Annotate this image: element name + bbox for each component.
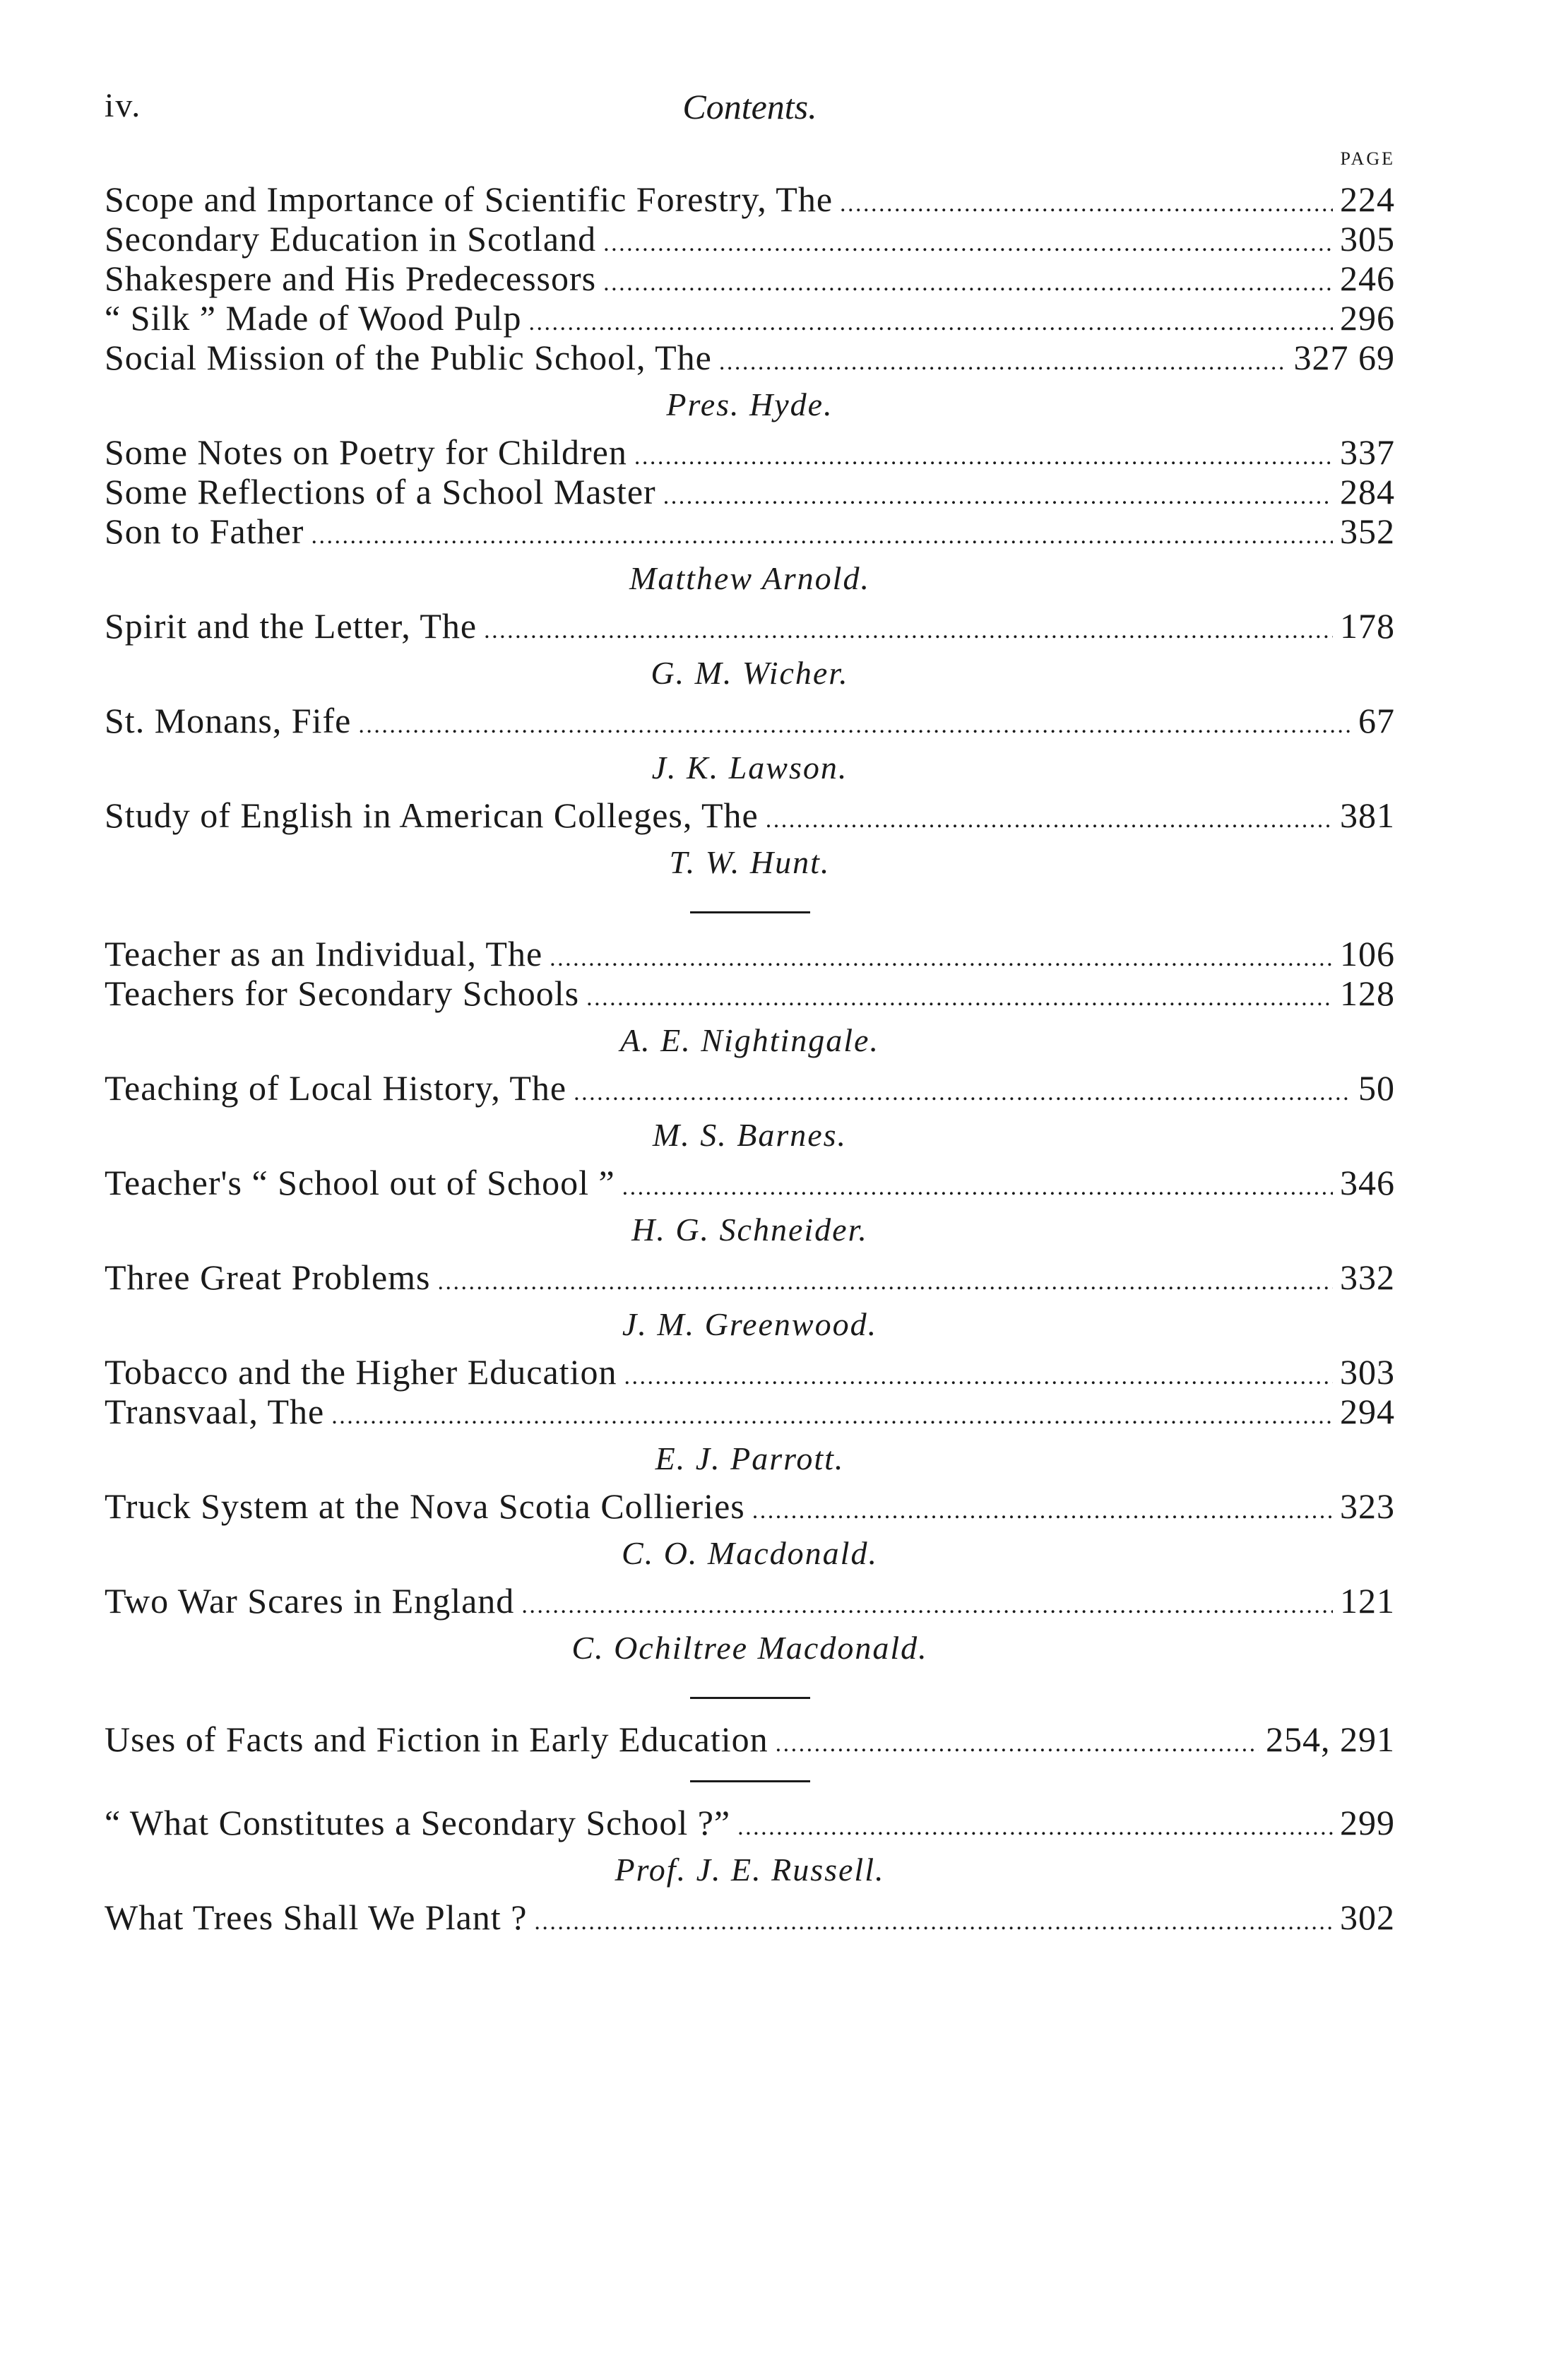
running-title: Contents. xyxy=(682,87,817,126)
dot-leader xyxy=(534,1902,1333,1942)
entry-pages: 106 xyxy=(1340,934,1395,973)
divider-rule xyxy=(690,1697,810,1699)
section-divider xyxy=(105,1676,1395,1719)
dot-leader xyxy=(484,611,1333,651)
toc-entry xyxy=(105,179,1395,219)
divider-rule xyxy=(690,1780,810,1782)
dot-leader xyxy=(840,184,1333,224)
author-line: G. M. Wicher. xyxy=(651,655,849,691)
entry-title: Study of English in American Colleges, The xyxy=(105,795,759,835)
page-header xyxy=(105,86,1395,169)
entry-title: Truck System at the Nova Scotia Collieries xyxy=(105,1486,745,1526)
dot-leader xyxy=(634,437,1333,477)
author-line: C. Ochiltree Macdonald. xyxy=(571,1630,928,1666)
author-line: E. J. Parrott. xyxy=(655,1440,845,1476)
entry-pages: 299 xyxy=(1340,1803,1395,1842)
dot-leader xyxy=(603,264,1333,303)
entry-pages: 284 xyxy=(1340,472,1395,511)
dot-leader xyxy=(737,1808,1333,1847)
toc-entry xyxy=(105,795,1395,835)
entry-title: Transvaal, The xyxy=(105,1392,325,1431)
entry-title: Teachers for Secondary Schools xyxy=(105,973,580,1013)
toc-entry xyxy=(105,1486,1395,1526)
dot-leader xyxy=(752,1491,1333,1531)
entry-pages: 352 xyxy=(1340,511,1395,551)
entry-pages: 381 xyxy=(1340,795,1395,835)
author-line: M. S. Barnes. xyxy=(652,1117,848,1153)
entry-title: Secondary Education in Scotland xyxy=(105,219,597,259)
dot-leader xyxy=(586,978,1333,1018)
entry-title: Son to Father xyxy=(105,511,304,551)
section-divider xyxy=(105,1759,1395,1803)
entry-title: Uses of Facts and Fiction in Early Education xyxy=(105,1719,768,1759)
entry-title: Spirit and the Letter, The xyxy=(105,606,477,646)
author-line: T. W. Hunt. xyxy=(669,844,831,880)
entry-title: What Trees Shall We Plant ? xyxy=(105,1898,528,1937)
entry-title: Teacher as an Individual, The xyxy=(105,934,543,973)
toc-entry xyxy=(105,472,1395,511)
toc-entry xyxy=(105,1257,1395,1297)
entry-title: St. Monans, Fife xyxy=(105,701,352,740)
entry-pages: 50 xyxy=(1358,1068,1395,1108)
toc-entry xyxy=(105,1068,1395,1108)
toc-entry xyxy=(105,1719,1395,1759)
entry-pages: 178 xyxy=(1340,606,1395,646)
entry-title: Some Notes on Poetry for Children xyxy=(105,432,627,472)
entry-title: Teacher's “ School out of School ” xyxy=(105,1163,615,1202)
entry-title: “ What Constitutes a Secondary School ?” xyxy=(105,1803,731,1842)
dot-leader xyxy=(603,224,1333,264)
toc-entry xyxy=(105,934,1395,973)
page-column-label: PAGE xyxy=(1340,148,1395,169)
toc-entry xyxy=(105,511,1395,551)
toc-entry xyxy=(105,1163,1395,1202)
entry-pages: 305 xyxy=(1340,219,1395,259)
entry-pages: 337 xyxy=(1340,432,1395,472)
author-line: J. M. Greenwood. xyxy=(622,1306,878,1342)
toc-entry xyxy=(105,219,1395,259)
toc-entry xyxy=(105,606,1395,646)
toc-entry xyxy=(105,1803,1395,1842)
toc-entry xyxy=(105,338,1395,377)
entry-title: Teaching of Local History, The xyxy=(105,1068,567,1108)
entry-title: Two War Scares in England xyxy=(105,1581,515,1621)
dot-leader xyxy=(521,1586,1333,1626)
entry-pages: 294 xyxy=(1340,1392,1395,1431)
author-line: J. K. Lawson. xyxy=(651,750,848,786)
entry-pages: 246 xyxy=(1340,259,1395,298)
toc-entry xyxy=(105,259,1395,298)
contents-list xyxy=(105,179,1395,1937)
dot-leader xyxy=(776,1724,1259,1764)
entry-title: Scope and Importance of Scientific Forestry, The xyxy=(105,179,833,219)
dot-leader xyxy=(331,1397,1333,1436)
dot-leader xyxy=(528,303,1333,343)
entry-pages: 128 xyxy=(1340,973,1395,1013)
toc-entry xyxy=(105,973,1395,1013)
dot-leader xyxy=(766,800,1333,840)
entry-pages: 346 xyxy=(1340,1163,1395,1202)
author-line: C. O. Macdonald. xyxy=(622,1535,878,1571)
dot-leader xyxy=(622,1168,1333,1207)
entry-pages: 254, 291 xyxy=(1266,1719,1395,1759)
dot-leader xyxy=(358,706,1351,745)
entry-pages: 303 xyxy=(1340,1352,1395,1392)
dot-leader xyxy=(624,1357,1333,1397)
entry-pages: 296 xyxy=(1340,298,1395,338)
author-line: Matthew Arnold. xyxy=(629,560,870,596)
author-line: Pres. Hyde. xyxy=(666,386,833,422)
entry-title: Three Great Problems xyxy=(105,1257,431,1297)
author-line: A. E. Nightingale. xyxy=(620,1022,879,1058)
entry-title: Social Mission of the Public School, The xyxy=(105,338,712,377)
entry-pages: 67 xyxy=(1358,701,1395,740)
author-line: Prof. J. E. Russell. xyxy=(615,1852,885,1888)
entry-pages: 224 xyxy=(1340,179,1395,219)
dot-leader xyxy=(574,1073,1351,1113)
entry-title: Tobacco and the Higher Education xyxy=(105,1352,617,1392)
dot-leader xyxy=(719,343,1287,382)
section-divider xyxy=(105,890,1395,934)
dot-leader xyxy=(311,516,1333,556)
dot-leader xyxy=(663,477,1333,516)
divider-rule xyxy=(690,911,810,913)
dot-leader xyxy=(438,1262,1333,1302)
entry-title: Some Reflections of a School Master xyxy=(105,472,656,511)
entry-pages: 121 xyxy=(1340,1581,1395,1621)
toc-entry xyxy=(105,432,1395,472)
toc-entry xyxy=(105,298,1395,338)
entry-pages: 327 69 xyxy=(1293,338,1395,377)
toc-entry xyxy=(105,701,1395,740)
toc-entry xyxy=(105,1898,1395,1937)
entry-pages: 332 xyxy=(1340,1257,1395,1297)
entry-pages: 302 xyxy=(1340,1898,1395,1937)
toc-entry xyxy=(105,1581,1395,1621)
page-number: iv. xyxy=(105,87,142,124)
entry-title: “ Silk ” Made of Wood Pulp xyxy=(105,298,522,338)
entry-pages: 323 xyxy=(1340,1486,1395,1526)
entry-title: Shakespere and His Predecessors xyxy=(105,259,597,298)
toc-entry xyxy=(105,1352,1395,1392)
toc-entry xyxy=(105,1392,1395,1431)
author-line: H. G. Schneider. xyxy=(631,1212,868,1248)
dot-leader xyxy=(550,939,1333,978)
